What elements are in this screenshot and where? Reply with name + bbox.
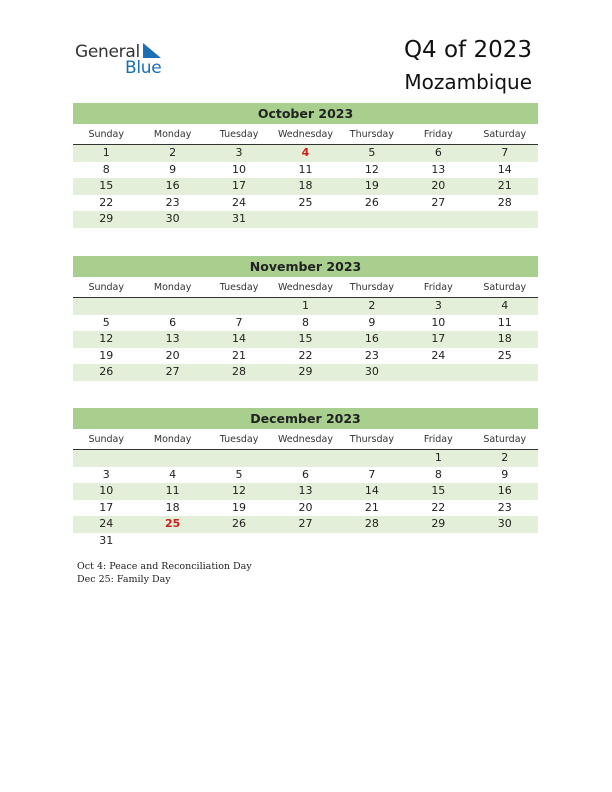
holiday-note: Oct 4: Peace and Reconciliation Day — [77, 561, 252, 572]
week-row — [73, 364, 538, 381]
date-cell: 13 — [165, 332, 180, 345]
date-cell: 1 — [301, 299, 309, 312]
date-cell — [472, 364, 538, 381]
weekday-label: Saturday — [483, 129, 527, 140]
date-cell — [472, 211, 538, 228]
date-cell: 8 — [434, 467, 442, 481]
date-cell: 5 — [235, 467, 243, 481]
month-header: November 2023 — [73, 256, 538, 277]
weekday-header-row — [73, 127, 538, 145]
weekday-label: Tuesday — [219, 129, 259, 140]
date-cell: 4 — [169, 467, 177, 481]
date-cell: 10 — [431, 315, 446, 329]
week-row — [73, 195, 538, 212]
weekday-label: Wednesday — [277, 434, 333, 445]
date-cell: 22 — [431, 500, 446, 514]
date-cell — [405, 364, 471, 381]
week-row — [73, 331, 538, 348]
date-cell: 29 — [431, 517, 446, 530]
date-cell: 27 — [298, 517, 313, 530]
date-cell: 15 — [99, 179, 114, 192]
calendar-december — [73, 408, 538, 549]
date-cell: 10 — [232, 162, 247, 176]
date-cell: 31 — [232, 212, 247, 225]
date-cell: 21 — [364, 500, 379, 514]
weekday-label: Sunday — [88, 129, 124, 140]
date-cell: 16 — [364, 332, 379, 345]
week-row — [73, 298, 538, 315]
date-cell: 6 — [169, 315, 177, 329]
date-cell — [139, 450, 205, 467]
date-cell: 15 — [298, 332, 313, 345]
weekday-label: Saturday — [483, 434, 527, 445]
week-row — [73, 450, 538, 467]
date-cell: 22 — [99, 195, 114, 209]
date-cell: 2 — [169, 146, 177, 159]
date-cell: 10 — [99, 484, 114, 497]
logo-flag-icon — [141, 43, 163, 59]
date-cell: 26 — [99, 365, 114, 378]
date-cell — [339, 450, 405, 467]
date-cell — [206, 533, 272, 550]
date-cell: 17 — [232, 179, 247, 192]
date-cell: 20 — [298, 500, 313, 514]
logo-word-general: General — [75, 42, 140, 62]
date-cell: 9 — [501, 467, 509, 481]
date-cell: 21 — [497, 179, 512, 192]
week-row — [73, 533, 538, 550]
date-cell: 24 — [431, 348, 446, 362]
date-cell — [272, 211, 338, 228]
date-cell: 28 — [497, 195, 512, 209]
weekday-label: Friday — [423, 282, 453, 293]
date-cell — [139, 298, 205, 315]
holiday-note: Dec 25: Family Day — [77, 574, 171, 585]
date-cell: 24 — [232, 195, 247, 209]
date-cell: 14 — [497, 162, 512, 176]
date-cell: 23 — [497, 500, 512, 514]
date-cell: 13 — [298, 484, 313, 497]
date-cell: 30 — [165, 212, 180, 225]
date-cell — [339, 211, 405, 228]
date-cell: 4 — [501, 299, 509, 312]
date-cell: 18 — [497, 332, 512, 345]
page-title: Q4 of 2023 — [403, 37, 532, 63]
weekday-label: Saturday — [483, 282, 527, 293]
date-cell: 29 — [298, 365, 313, 378]
date-cell: 19 — [232, 500, 247, 514]
date-cell: 3 — [434, 299, 442, 312]
date-cell: 18 — [165, 500, 180, 514]
date-cell: 19 — [99, 348, 114, 362]
holiday-notes — [77, 560, 252, 586]
date-cell — [73, 298, 139, 315]
logo-word-blue: Blue — [125, 58, 162, 78]
date-cell: 24 — [99, 517, 114, 530]
date-cell — [206, 450, 272, 467]
date-cell: 12 — [232, 484, 247, 497]
date-cell: 13 — [431, 162, 446, 176]
date-cell: 14 — [364, 484, 379, 497]
date-cell: 8 — [301, 315, 309, 329]
date-cell: 17 — [99, 500, 114, 514]
weekday-label: Thursday — [349, 129, 394, 140]
week-row — [73, 516, 538, 533]
weekday-label: Wednesday — [277, 282, 333, 293]
holiday-date-cell: 25 — [164, 517, 181, 530]
date-cell: 21 — [232, 348, 247, 362]
date-cell — [405, 211, 471, 228]
weekday-label: Thursday — [349, 434, 394, 445]
date-cell: 11 — [497, 315, 512, 329]
date-cell: 7 — [368, 467, 376, 481]
date-cell: 22 — [298, 348, 313, 362]
date-cell: 1 — [102, 146, 110, 159]
date-cell: 27 — [165, 365, 180, 378]
date-cell: 29 — [99, 212, 114, 225]
date-cell — [405, 533, 471, 550]
date-cell: 8 — [102, 162, 110, 176]
country-name: Mozambique — [404, 70, 532, 94]
weekday-label: Sunday — [88, 434, 124, 445]
date-cell: 7 — [235, 315, 243, 329]
date-cell: 28 — [232, 365, 247, 378]
weekday-header-row — [73, 280, 538, 298]
week-row — [73, 500, 538, 517]
date-cell: 28 — [364, 517, 379, 530]
date-cell: 25 — [298, 195, 313, 209]
week-row — [73, 211, 538, 228]
date-cell: 5 — [368, 146, 376, 159]
weekday-label: Monday — [153, 434, 192, 445]
date-cell: 5 — [102, 315, 110, 329]
weekday-label: Friday — [423, 129, 453, 140]
date-cell: 17 — [431, 332, 446, 345]
date-cell: 18 — [298, 179, 313, 192]
date-cell: 1 — [434, 451, 442, 464]
weekday-label: Tuesday — [219, 434, 259, 445]
date-cell: 26 — [364, 195, 379, 209]
date-cell — [272, 450, 338, 467]
date-cell: 9 — [368, 315, 376, 329]
date-cell: 2 — [501, 451, 509, 464]
weekday-label: Wednesday — [277, 129, 333, 140]
week-row — [73, 467, 538, 484]
date-cell: 16 — [165, 179, 180, 192]
date-cell: 23 — [364, 348, 379, 362]
date-cell: 6 — [301, 467, 309, 481]
date-cell — [272, 533, 338, 550]
holiday-date-cell: 4 — [301, 146, 310, 159]
date-cell: 11 — [165, 484, 180, 497]
date-cell: 16 — [497, 484, 512, 497]
date-cell: 27 — [431, 195, 446, 209]
date-cell: 20 — [431, 179, 446, 192]
week-row — [73, 162, 538, 179]
weekday-label: Tuesday — [219, 282, 259, 293]
week-row — [73, 178, 538, 195]
weekday-label: Friday — [423, 434, 453, 445]
date-cell — [139, 533, 205, 550]
month-header: December 2023 — [73, 408, 538, 429]
weekday-label: Monday — [153, 282, 192, 293]
date-cell: 14 — [232, 332, 247, 345]
date-cell: 26 — [232, 517, 247, 530]
date-cell — [206, 298, 272, 315]
date-cell: 30 — [364, 365, 379, 378]
week-row — [73, 145, 538, 162]
calendar-november — [73, 256, 538, 381]
date-cell: 15 — [431, 484, 446, 497]
week-row — [73, 483, 538, 500]
date-cell: 31 — [99, 533, 114, 547]
date-cell — [472, 533, 538, 550]
calendar-october — [73, 103, 538, 228]
date-cell: 6 — [434, 146, 442, 159]
brand-logo — [75, 42, 185, 78]
date-cell: 11 — [298, 162, 313, 176]
date-cell: 19 — [364, 179, 379, 192]
date-cell: 7 — [501, 146, 509, 159]
date-cell: 20 — [165, 348, 180, 362]
weekday-header-row — [73, 432, 538, 450]
week-row — [73, 348, 538, 365]
date-cell: 9 — [169, 162, 177, 176]
weekday-label: Monday — [153, 129, 192, 140]
date-cell: 12 — [99, 332, 114, 345]
date-cell: 30 — [497, 517, 512, 530]
date-cell: 25 — [497, 348, 512, 362]
weekday-label: Sunday — [88, 282, 124, 293]
date-cell — [73, 450, 139, 467]
date-cell: 23 — [165, 195, 180, 209]
date-cell — [339, 533, 405, 550]
date-cell: 2 — [368, 299, 376, 312]
date-cell: 3 — [235, 146, 243, 159]
month-header: October 2023 — [73, 103, 538, 124]
weekday-label: Thursday — [349, 282, 394, 293]
date-cell: 3 — [102, 467, 110, 481]
week-row — [73, 315, 538, 332]
date-cell: 12 — [364, 162, 379, 176]
